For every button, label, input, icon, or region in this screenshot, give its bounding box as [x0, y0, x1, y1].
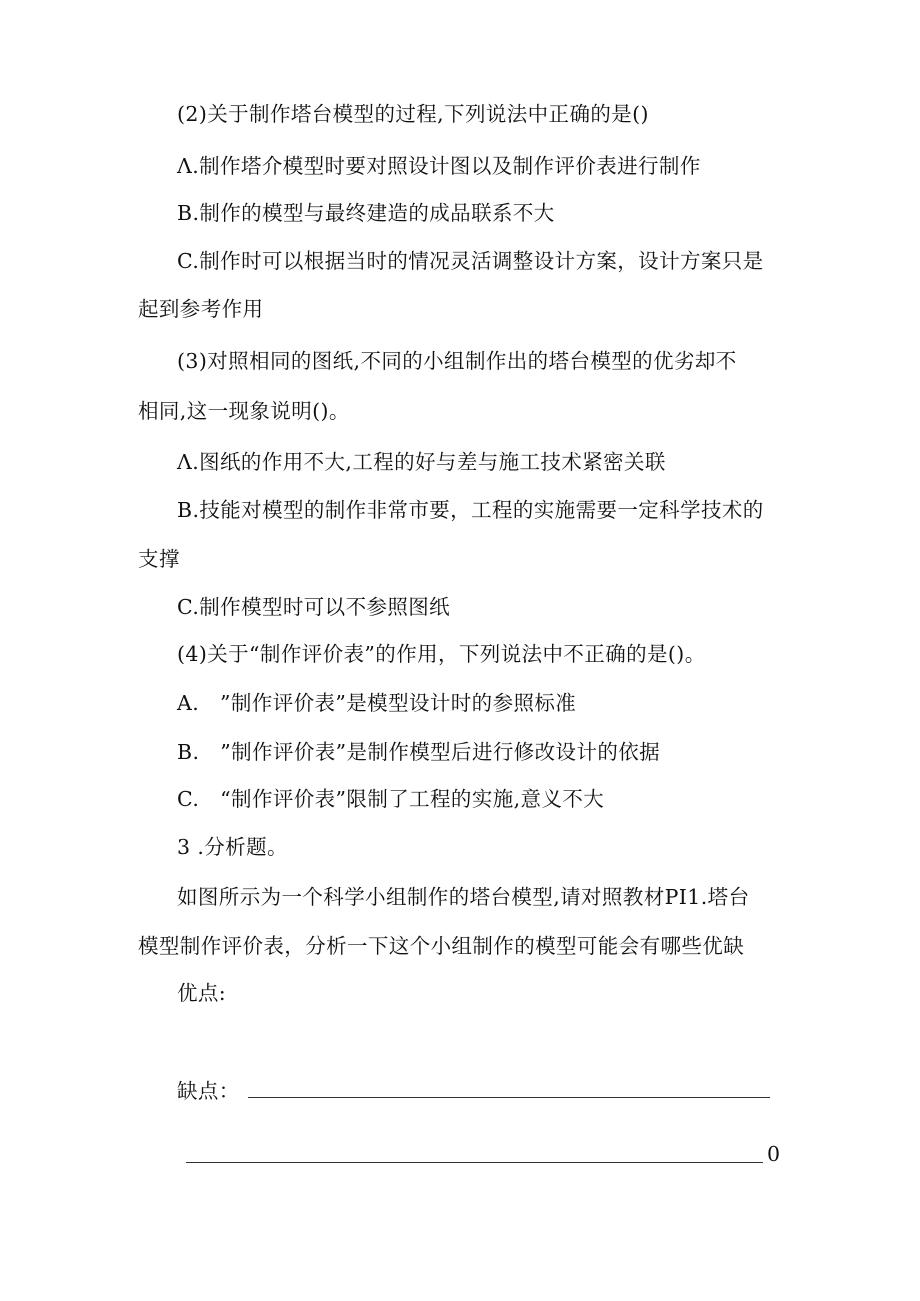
q4-stem: (4)关于“制作评价表”的作用，下列说法中不正确的是()。 — [177, 642, 706, 666]
q3-option-a: Λ.图纸的作用不大,工程的好与差与施工技术紧密关联 — [177, 450, 666, 474]
trailing-mark: 0 — [767, 1142, 781, 1166]
q3-stem-line1: (3)对照相同的图纸,不同的小组制作出的塔台模型的优劣却不 — [177, 349, 737, 373]
q3-option-b-line1: B.技能对模型的制作非常市要，工程的实施需要一定科学技术的 — [177, 498, 764, 522]
section3-title: 3 .分析题。 — [177, 835, 288, 859]
q2-option-c-line2: 起到参考作用 — [138, 297, 264, 321]
q4-option-b: B. ”制作评价表”是制作模型后进行修改设计的依据 — [177, 740, 661, 764]
q4-option-a: A. ”制作评价表”是模型设计时的参照标准 — [177, 691, 577, 715]
q3-option-c: C.制作模型时可以不参照图纸 — [177, 595, 451, 619]
q2-option-c-line1: C.制作时可以根据当时的情况灵活调整设计方案，设计方案只是 — [177, 249, 764, 273]
disadvantages-answer-line — [248, 1097, 770, 1098]
q3-stem-line2: 相同,这一现象说明()。 — [138, 399, 350, 423]
q3-option-b-line2: 支撑 — [138, 547, 180, 571]
q4-option-c: C. “制作评价表”限制了工程的实施,意义不大 — [177, 787, 605, 811]
answer-continuation-line — [186, 1162, 763, 1163]
q2-option-a: Λ.制作塔介模型时要对照设计图以及制作评价表进行制作 — [177, 154, 701, 178]
advantages-label: 优点: — [177, 981, 227, 1005]
section3-prompt-line2: 模型制作评价表，分析一下这个小组制作的模型可能会有哪些优缺 — [138, 934, 745, 958]
q2-stem: (2)关于制作塔台模型的过程,下列说法中正确的是() — [177, 102, 649, 126]
q2-option-b: B.制作的模型与最终建造的成品联系不大 — [177, 201, 555, 225]
disadvantages-label: 缺点： — [177, 1079, 240, 1103]
section3-prompt-line1: 如图所示为一个科学小组制作的塔台模型,请对照教材PI1.塔台 — [177, 885, 750, 909]
